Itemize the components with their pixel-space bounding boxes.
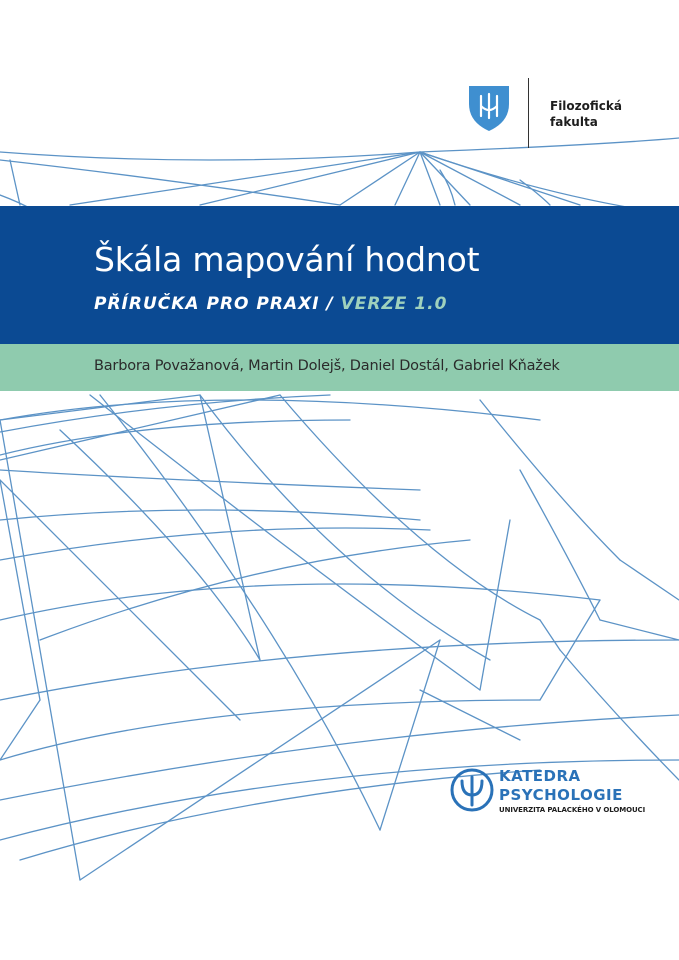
author-list: Barbora Považanová, Martin Dolejš, Daniel Dostál, Gabriel Kňažek — [94, 358, 560, 374]
department-branding — [449, 765, 679, 825]
title-band — [0, 206, 679, 344]
faculty-name-line1: Filozofická — [550, 99, 622, 113]
department-name-line2: PSYCHOLOGIE — [499, 786, 623, 804]
faculty-divider — [528, 78, 529, 148]
book-title: Škála mapování hodnot — [94, 240, 480, 279]
department-name-line1: KATEDRA — [499, 767, 581, 785]
subtitle-main: PŘÍRUČKA PRO PRAXI / — [94, 294, 341, 314]
faculty-name — [550, 98, 660, 130]
faculty-name-line2: fakulta — [550, 115, 598, 129]
author-band — [0, 344, 679, 391]
psi-icon — [449, 767, 495, 813]
upol-shield-icon — [468, 84, 510, 132]
version-label: VERZE 1.0 — [340, 294, 448, 314]
university-name: UNIVERZITA PALACKÉHO V OLOMOUCI — [499, 806, 646, 814]
book-subtitle — [94, 294, 447, 314]
faculty-branding — [468, 78, 668, 148]
